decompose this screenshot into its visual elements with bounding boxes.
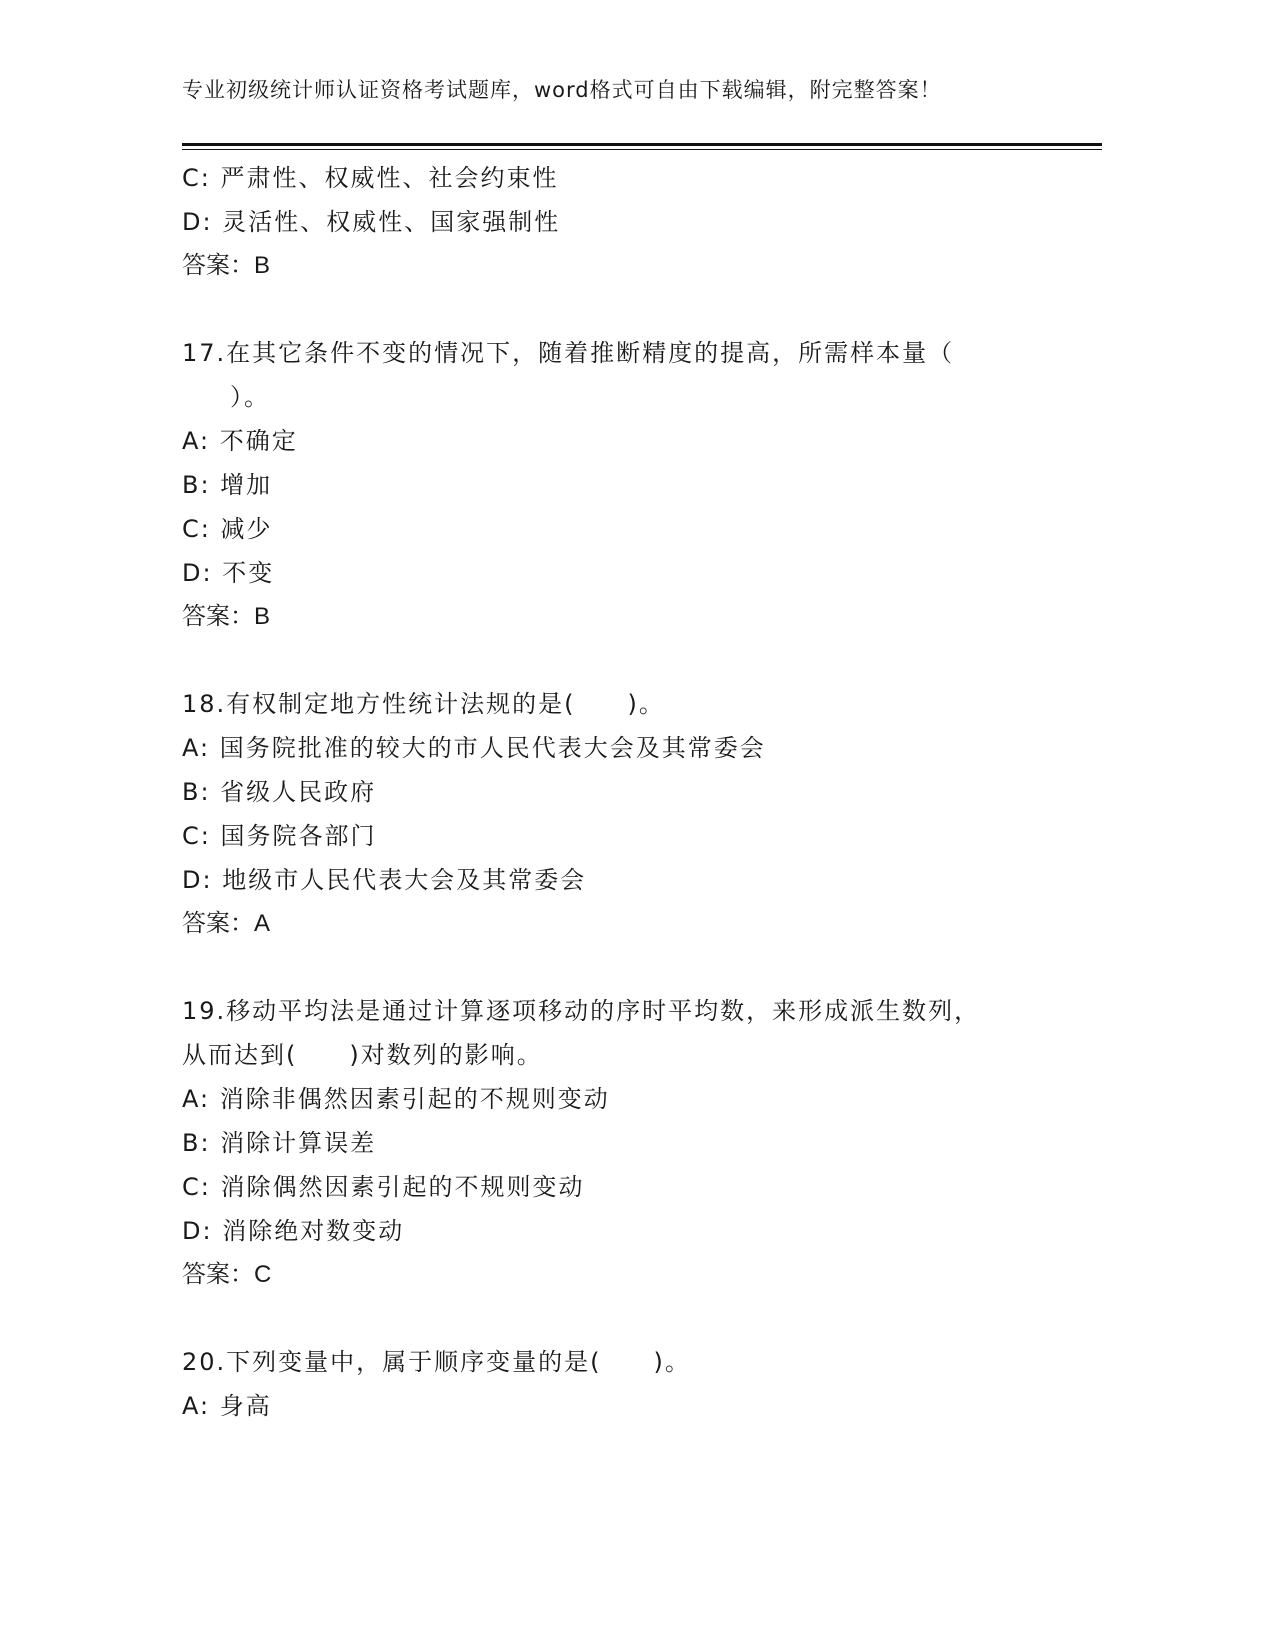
page-header: 专业初级统计师认证资格考试题库，word格式可自由下载编辑，附完整答案！ xyxy=(182,78,942,102)
option-c: C: 严肃性、权威性、社会约束性 xyxy=(182,164,559,192)
option-a: A: 不确定 xyxy=(182,427,298,455)
option-d: D: 灵活性、权威性、国家强制性 xyxy=(182,208,561,236)
question-19 xyxy=(182,989,1082,1297)
spacer xyxy=(182,639,1082,682)
option-d: D: 消除绝对数变动 xyxy=(182,1217,405,1245)
option-a: A: 消除非偶然因素引起的不规则变动 xyxy=(182,1085,610,1113)
option-d: D: 地级市人民代表大会及其常委会 xyxy=(182,866,587,894)
question-stem-continued: 从而达到( )对数列的影响。 xyxy=(182,1041,543,1069)
question-stem: 19.移动平均法是通过计算逐项移动的序时平均数，来形成派生数列， xyxy=(182,997,981,1025)
question-17 xyxy=(182,331,1082,639)
answer-label: 答案：C xyxy=(182,1261,272,1288)
question-stem: 20.下列变量中，属于顺序变量的是( )。 xyxy=(182,1348,691,1376)
spacer xyxy=(182,1297,1082,1340)
option-b: B: 增加 xyxy=(182,471,273,499)
header-rule-thin xyxy=(182,149,1102,150)
question-16-continued xyxy=(182,156,1082,288)
answer-label: 答案：B xyxy=(182,603,271,630)
question-20 xyxy=(182,1340,1082,1428)
option-a: A: 国务院批准的较大的市人民代表大会及其常委会 xyxy=(182,734,766,762)
answer-label: 答案：A xyxy=(182,910,271,937)
option-c: C: 消除偶然因素引起的不规则变动 xyxy=(182,1173,585,1201)
option-a: A: 身高 xyxy=(182,1392,272,1420)
header-rule-thick xyxy=(182,143,1102,146)
option-b: B: 省级人民政府 xyxy=(182,778,377,806)
option-b: B: 消除计算误差 xyxy=(182,1129,377,1157)
option-c: C: 减少 xyxy=(182,515,273,543)
answer-label: 答案：B xyxy=(182,252,271,279)
option-c: C: 国务院各部门 xyxy=(182,822,377,850)
question-stem: 18.有权制定地方性统计法规的是( )。 xyxy=(182,690,665,718)
spacer xyxy=(182,946,1082,989)
question-18 xyxy=(182,682,1082,946)
question-stem-continued: ）。 xyxy=(230,383,270,411)
question-stem: 17.在其它条件不变的情况下，随着推断精度的提高，所需样本量（ xyxy=(182,339,955,367)
option-d: D: 不变 xyxy=(182,559,275,587)
question-list xyxy=(182,156,1082,1428)
spacer xyxy=(182,288,1082,331)
